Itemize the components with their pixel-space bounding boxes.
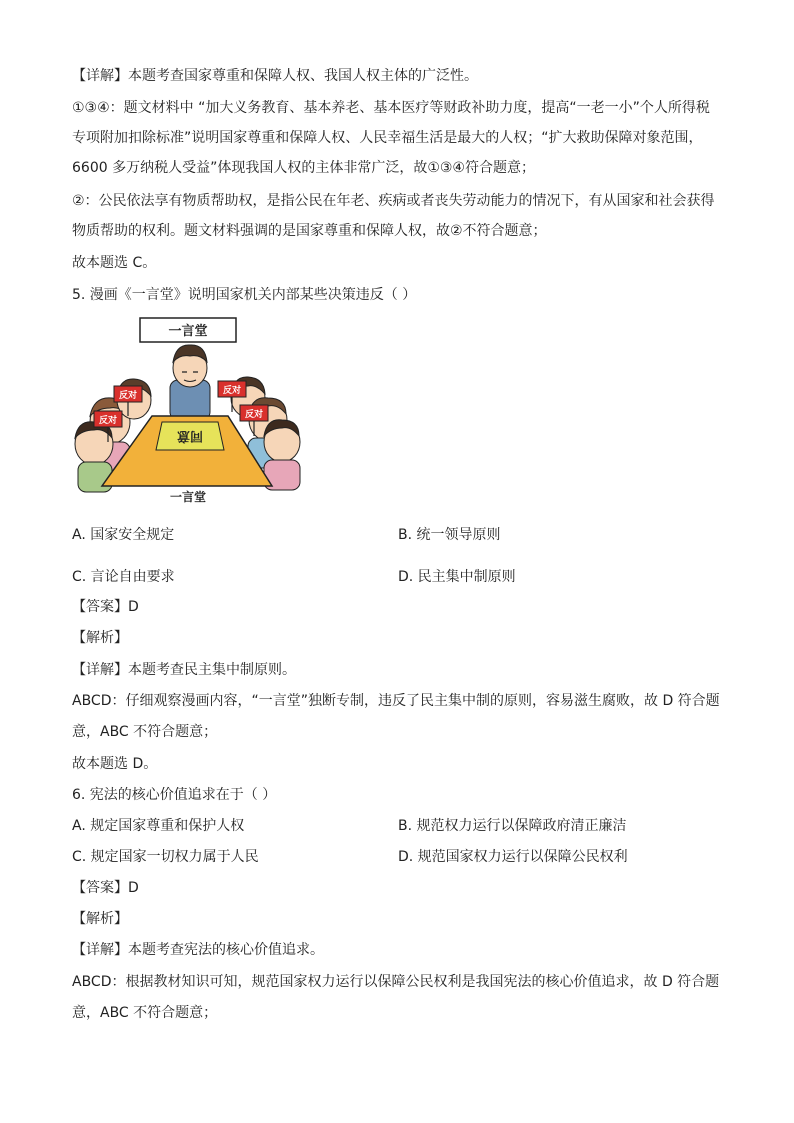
q4-conclusion: 故本题选 C。: [72, 255, 157, 271]
svg-text:反对: 反对: [222, 386, 242, 396]
q4-para1-line3: 6600 多万纳税人受益”体现我国人权的主体非常广泛，故①③④符合题意；: [72, 160, 535, 176]
q5-option-c: C. 言论自由要求: [72, 569, 175, 585]
q6-explanation-line2: 意，ABC 不符合题意；: [72, 1005, 218, 1021]
q6-detail: 【详解】本题考查宪法的核心价值追求。: [72, 942, 324, 958]
svg-text:反对: 反对: [244, 410, 264, 420]
q4-para2-line1: ②：公民依法享有物质帮助权，是指公民在年老、疾病或者丧失劳动能力的情况下，有从国家和社会获得: [72, 193, 715, 209]
cartoon-paper: 同意: [176, 428, 204, 443]
q5-option-b: B. 统一领导原则: [398, 527, 501, 543]
q5-conclusion: 故本题选 D。: [72, 756, 158, 772]
q6-analysis: 【解析】: [72, 911, 128, 927]
q6-explanation-line1: ABCD：根据教材知识可知，规范国家权力运行以保障公民权利是我国宪法的核心价值追求，故 D 符合题: [72, 974, 720, 990]
q5-stem: 5. 漫画《一言堂》说明国家机关内部某些决策违反（ ）: [72, 287, 417, 303]
q5-explanation-line2: 意，ABC 不符合题意；: [72, 724, 218, 740]
q6-option-b: B. 规范权力运行以保障政府清正廉洁: [398, 818, 627, 834]
q6-answer: 【答案】D: [72, 880, 139, 896]
q5-analysis: 【解析】: [72, 630, 128, 646]
svg-text:反对: 反对: [118, 391, 138, 401]
q5-option-a: A. 国家安全规定: [72, 527, 175, 543]
cartoon-caption: 一言堂: [169, 490, 207, 504]
cartoon-title: 一言堂: [168, 324, 208, 339]
svg-text:反对: 反对: [98, 416, 118, 426]
q4-para1-line2: 专项附加扣除标准”说明国家尊重和保障人权、人民幸福生活是最大的人权；“扩大救助保障对象范围，: [72, 130, 703, 146]
q4-para1-line1: ①③④：题文材料中 “加大义务教育、基本养老、基本医疗等财政补助力度，提高“一老一小”个人所得税: [72, 100, 710, 116]
q4-detail: 【详解】本题考查国家尊重和保障人权、我国人权主体的广泛性。: [72, 68, 478, 84]
q5-detail: 【详解】本题考查民主集中制原则。: [72, 662, 296, 678]
q5-explanation-line1: ABCD：仔细观察漫画内容，“一言堂”独断专制，违反了民主集中制的原则，容易滋生腐败，故 D 符合题: [72, 693, 720, 709]
q6-option-c: C. 规定国家一切权力属于人民: [72, 849, 259, 865]
cartoon-yiyantang: [72, 316, 304, 506]
q6-option-a: A. 规定国家尊重和保护人权: [72, 818, 245, 834]
q5-answer: 【答案】D: [72, 599, 139, 615]
q4-para2-line2: 物质帮助的权利。题文材料强调的是国家尊重和保障人权，故②不符合题意；: [72, 223, 547, 239]
q5-option-d: D. 民主集中制原则: [398, 569, 516, 585]
q6-option-d: D. 规范国家权力运行以保障公民权利: [398, 849, 628, 865]
q6-stem: 6. 宪法的核心价值追求在于（ ）: [72, 787, 277, 803]
